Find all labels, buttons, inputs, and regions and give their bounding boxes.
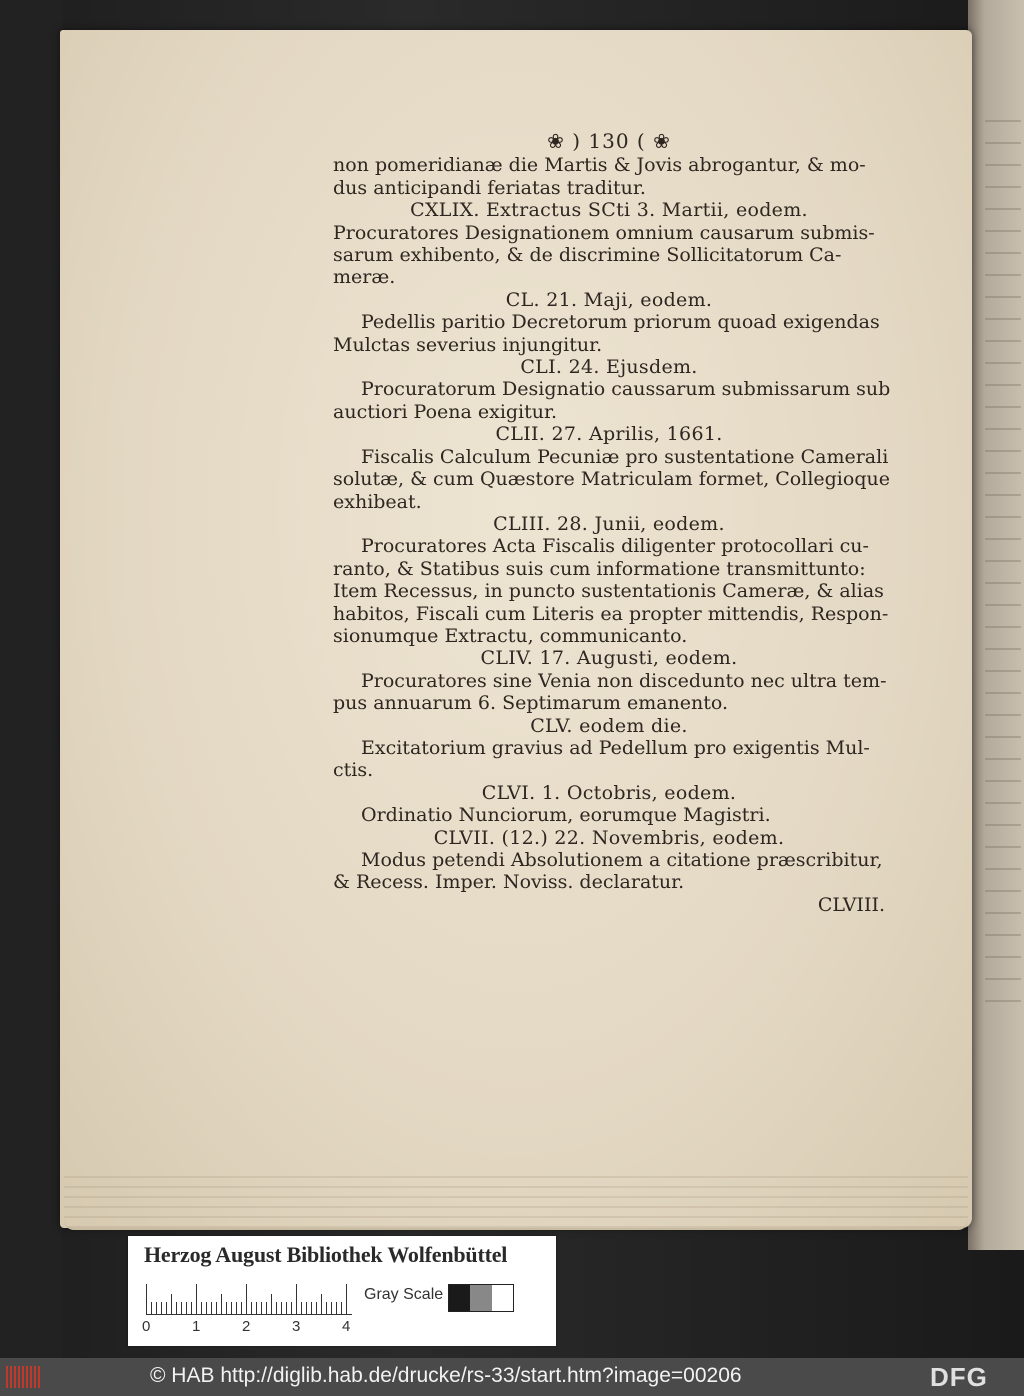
ruler-tick — [246, 1284, 247, 1314]
ruler-number: 0 — [142, 1318, 151, 1335]
ruler-tick — [311, 1302, 312, 1314]
entry-heading: CL. 21. Maji, eodem. — [505, 288, 713, 311]
text-line: Procuratores Acta Fiscalis diligenter protocollari cu- — [361, 535, 869, 558]
library-name: Herzog August Bibliothek Wolfenbüttel — [144, 1242, 508, 1267]
logo-bar — [30, 1366, 32, 1388]
text-line: Fiscalis Calculum Pecuniæ pro sustentatione Camerali — [361, 445, 889, 468]
entry-heading: CLIII. 28. Junii, eodem. — [493, 512, 725, 535]
entry-heading: CLIV. 17. Augusti, eodem. — [480, 647, 738, 670]
text-line: pus annuarum 6. Septimarum emanento. — [333, 692, 729, 715]
logo-bar — [6, 1366, 8, 1388]
ruler-tick — [146, 1284, 147, 1314]
ruler-tick — [336, 1302, 337, 1314]
text-line: Item Recessus, in puncto sustentationis Cameræ, & alias — [333, 580, 884, 603]
logo-bar — [34, 1366, 36, 1388]
ruler-tick — [346, 1284, 347, 1314]
ruler-number: 3 — [292, 1318, 301, 1335]
ruler-tick — [236, 1302, 237, 1314]
ruler-tick — [291, 1302, 292, 1314]
dfg-logo[interactable]: DFG — [930, 1362, 988, 1392]
ruler-tick — [306, 1302, 307, 1314]
text-line: Mulctas severius injungitur. — [333, 333, 603, 356]
text-line: CLVIII. — [817, 893, 885, 916]
ruler-number: 2 — [242, 1318, 251, 1335]
logo-bar — [10, 1366, 12, 1388]
ruler-tick — [216, 1302, 217, 1314]
ruler-tick — [281, 1302, 282, 1314]
text-line: non pomeridianæ die Martis & Jovis abrogantur, & mo- — [333, 154, 866, 177]
text-line: Procuratorum Designatio caussarum submissarum sub — [361, 378, 891, 401]
entry-heading: CLI. 24. Ejusdem. — [520, 356, 698, 379]
ruler-tick — [266, 1302, 267, 1314]
text-line: sarum exhibento, & de discrimine Sollicitatorum Ca- — [333, 244, 842, 267]
ruler-tick — [166, 1302, 167, 1314]
text-line: Procuratores Designationem omnium causarum submis- — [333, 221, 875, 244]
ruler-tick — [296, 1284, 297, 1314]
text-line: Ordinatio Nunciorum, eorumque Magistri. — [361, 804, 771, 827]
ruler-tick — [321, 1294, 322, 1314]
adjacent-page-text-bleed — [985, 120, 1021, 1020]
ruler-tick — [206, 1302, 207, 1314]
ruler-tick — [331, 1302, 332, 1314]
ruler-tick — [326, 1302, 327, 1314]
gray-scale-swatch — [448, 1284, 514, 1312]
viewer-footer-bar — [0, 1358, 1024, 1396]
ruler-tick — [301, 1302, 302, 1314]
page-text — [333, 129, 891, 916]
logo-bar — [26, 1366, 28, 1388]
ruler-tick — [171, 1294, 172, 1314]
page-header: ❀ ) 130 ( ❀ — [547, 129, 671, 153]
entry-heading: CLVI. 1. Octobris, eodem. — [481, 781, 737, 804]
text-line: solutæ, & cum Quæstore Matriculam formet, Collegioque — [333, 468, 890, 491]
text-line: ctis. — [333, 759, 374, 782]
ruler-tick — [251, 1302, 252, 1314]
text-line: habitos, Fiscali cum Literis ea propter mittendis, Respon- — [333, 602, 889, 625]
text-line: Excitatorium gravius ad Pedellum pro exigentis Mul- — [361, 736, 870, 759]
ruler-tick — [316, 1302, 317, 1314]
ruler-tick — [286, 1302, 287, 1314]
logo-bar — [18, 1366, 20, 1388]
text-line: ranto, & Statibus suis cum informatione transmittunto: — [333, 557, 866, 580]
ruler-tick — [271, 1294, 272, 1314]
text-line: & Recess. Imper. Noviss. declaratur. — [333, 871, 685, 894]
ruler-tick — [161, 1302, 162, 1314]
ruler-tick — [156, 1302, 157, 1314]
gray-scale-label: Gray Scale — [364, 1286, 444, 1303]
ruler-tick — [151, 1302, 152, 1314]
ruler-tick — [181, 1302, 182, 1314]
ruler-tick — [276, 1302, 277, 1314]
ruler-tick — [221, 1294, 222, 1314]
ruler-tick — [201, 1302, 202, 1314]
ruler-tick — [256, 1302, 257, 1314]
text-line: auctiori Poena exigitur. — [333, 400, 558, 423]
ruler-tick — [176, 1302, 177, 1314]
ruler-number: 4 — [342, 1318, 351, 1335]
scale-ruler — [146, 1280, 352, 1315]
text-lines — [333, 154, 891, 916]
page-stack-edge — [64, 1168, 968, 1230]
entry-heading: CLII. 27. Aprilis, 1661. — [495, 423, 723, 446]
text-line: Procuratores sine Venia non discedunto nec ultra tem- — [361, 669, 887, 692]
logo-bar — [14, 1366, 16, 1388]
entry-heading: CXLIX. Extractus SCti 3. Martii, eodem. — [410, 199, 808, 222]
hab-logo-icon[interactable] — [6, 1366, 42, 1388]
ruler-tick — [261, 1302, 262, 1314]
text-line: meræ. — [333, 266, 396, 289]
copyright-link[interactable]: © HAB http://diglib.hab.de/drucke/rs-33/start.htm?image=00206 — [150, 1364, 742, 1387]
ruler-tick — [341, 1302, 342, 1314]
ruler-tick — [186, 1302, 187, 1314]
entry-heading: CLVII. (12.) 22. Novembris, eodem. — [433, 826, 785, 849]
color-target-label — [128, 1236, 556, 1346]
ruler-tick — [231, 1302, 232, 1314]
ruler-tick — [241, 1302, 242, 1314]
ruler-tick — [196, 1284, 197, 1314]
text-line: Pedellis paritio Decretorum priorum quoad exigendas — [361, 311, 880, 334]
text-line: Modus petendi Absolutionem a citatione præscribitur, — [361, 849, 883, 871]
ruler-number: 1 — [192, 1318, 201, 1335]
ruler-tick — [226, 1302, 227, 1314]
ruler-tick — [211, 1302, 212, 1314]
entry-heading: CLV. eodem die. — [530, 714, 688, 737]
text-line: sionumque Extractu, communicanto. — [333, 624, 688, 647]
ruler-tick — [191, 1302, 192, 1314]
logo-bar — [22, 1366, 24, 1388]
text-line: dus anticipandi feriatas traditur. — [333, 176, 646, 199]
text-line: exhibeat. — [333, 490, 422, 513]
scan-left-margin — [0, 0, 62, 1358]
logo-bar — [38, 1366, 40, 1388]
